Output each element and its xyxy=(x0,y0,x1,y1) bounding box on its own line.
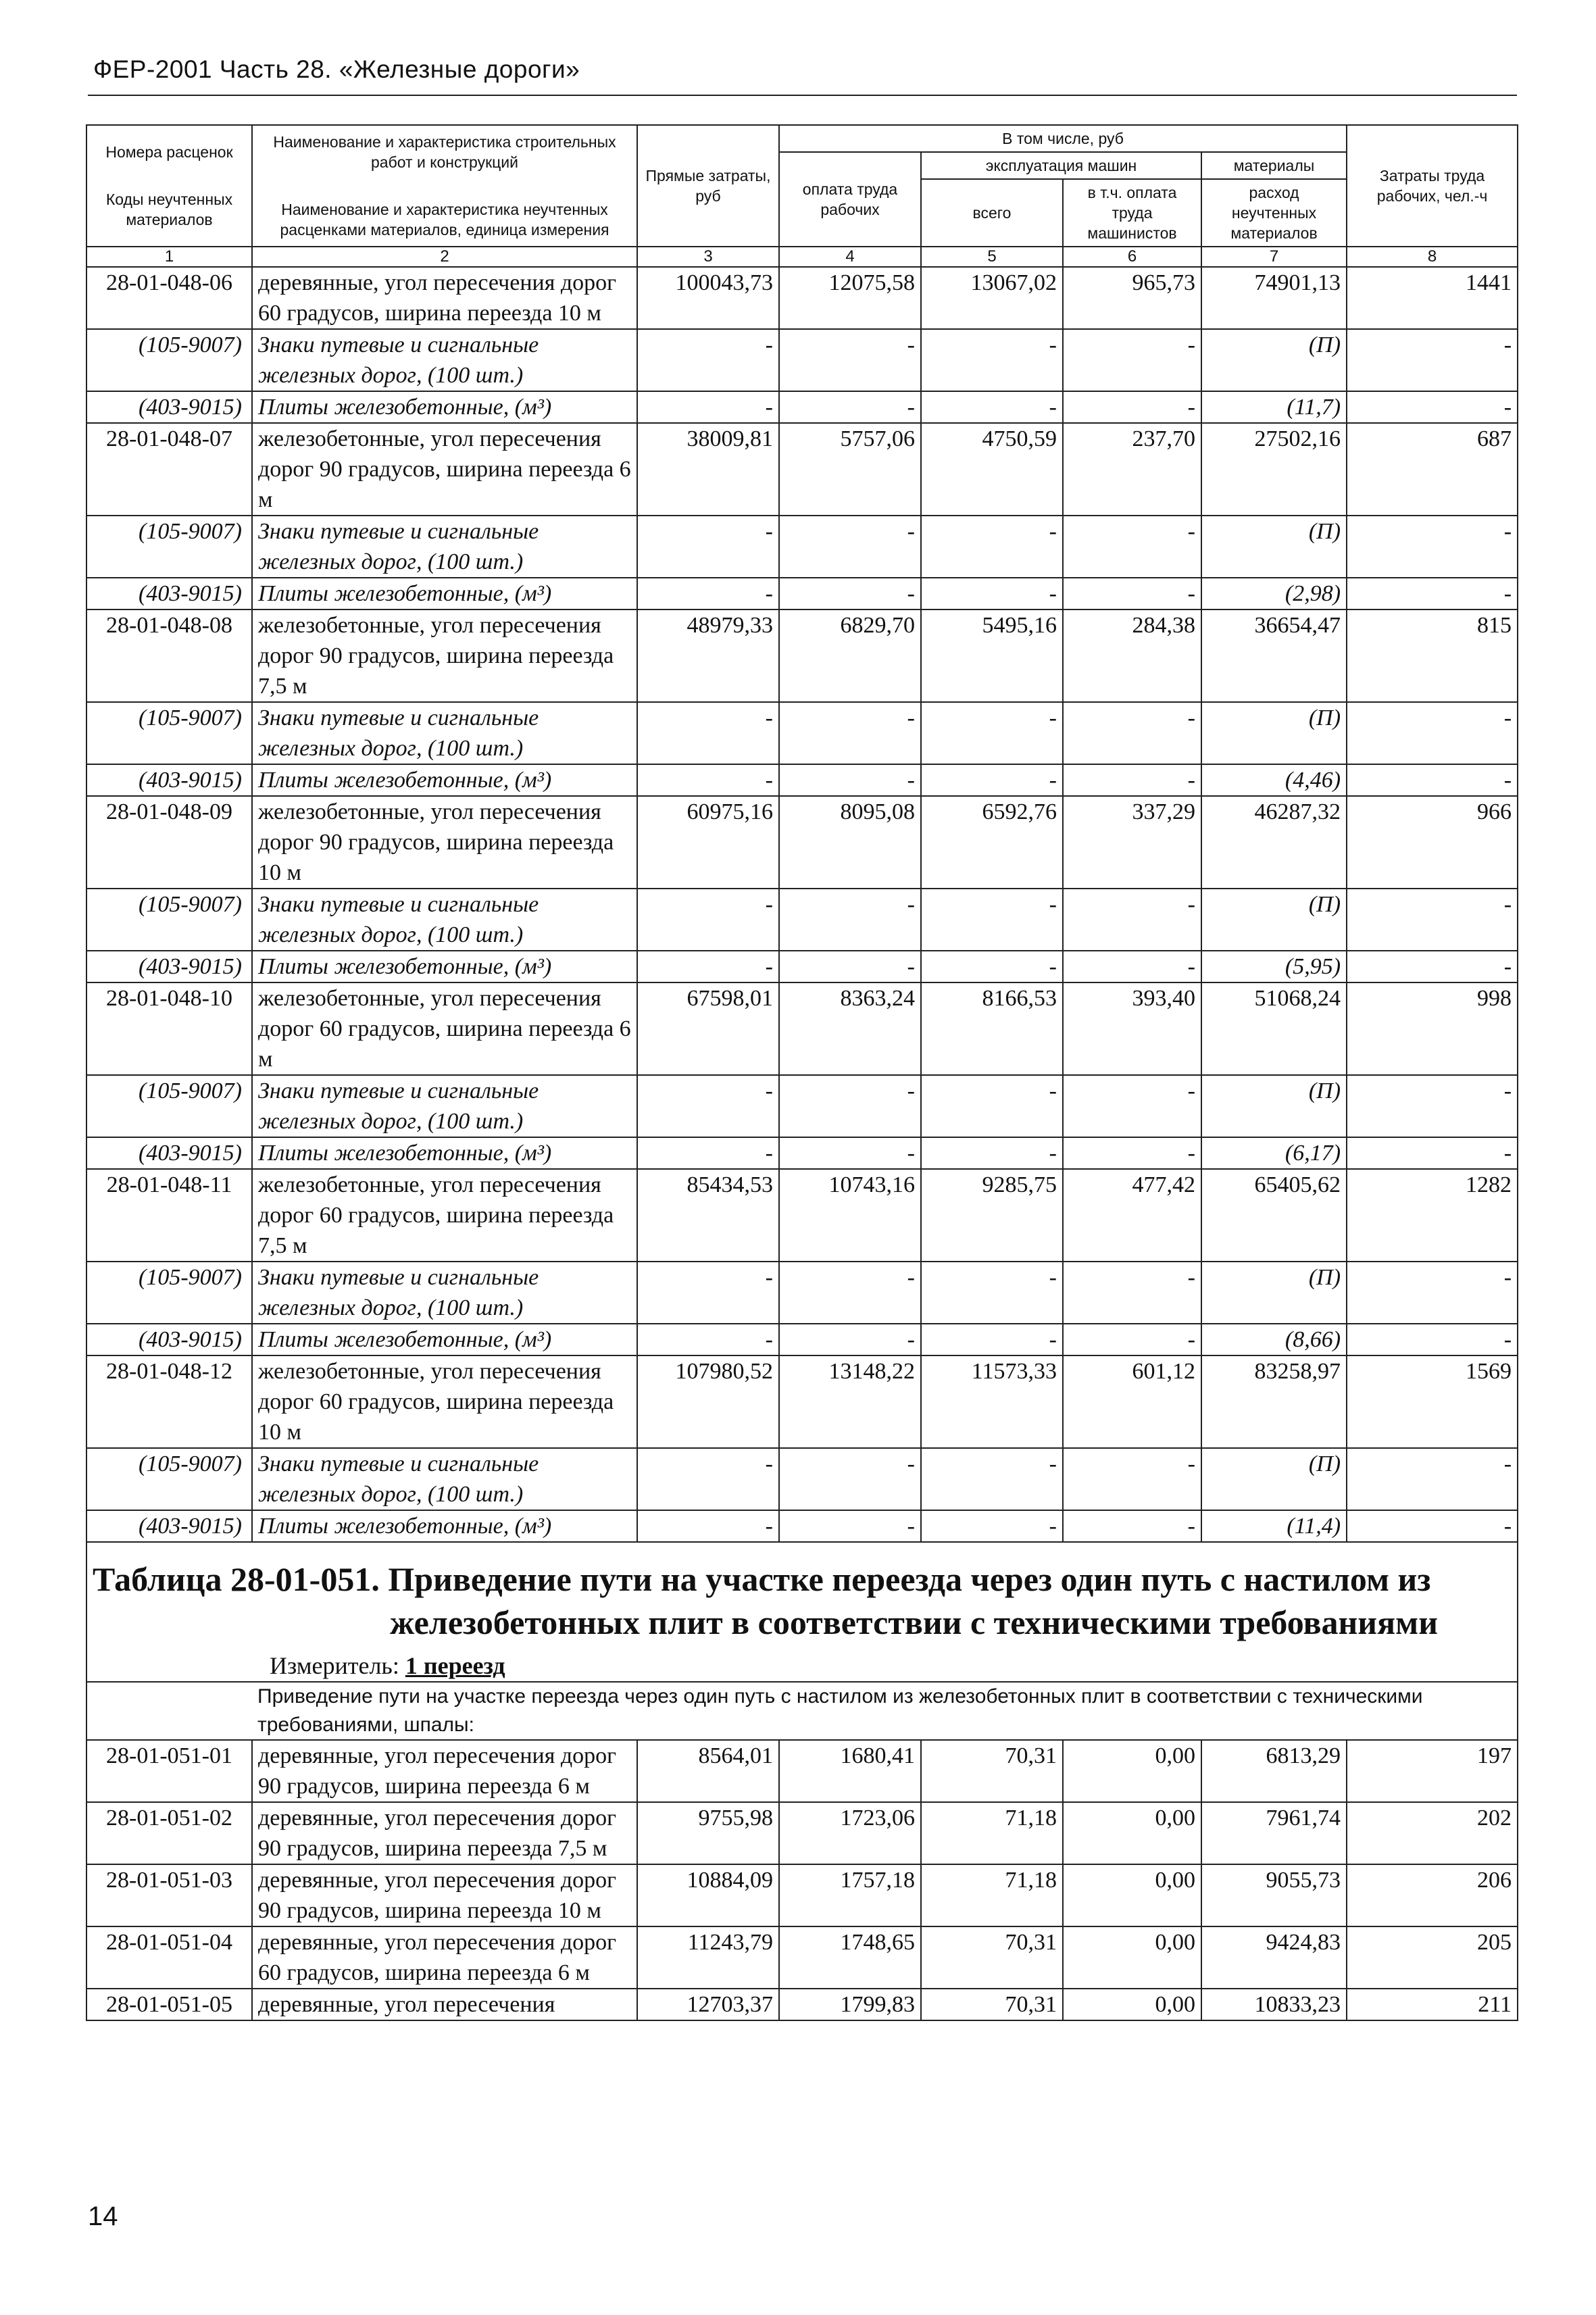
value-dash: - xyxy=(779,391,921,423)
material-name: Плиты железобетонные, (м³) xyxy=(252,391,637,423)
value-v6: 0,00 xyxy=(1063,1864,1201,1926)
value-dash: - xyxy=(1063,516,1201,578)
table-row xyxy=(86,267,1518,329)
table-header xyxy=(86,125,1518,267)
value-dash: - xyxy=(1347,578,1518,609)
material-name: Знаки путевые и сигнальные железных дорог, (100 шт.) xyxy=(252,702,637,764)
value-dash: - xyxy=(1347,1448,1518,1510)
value-v5: 11573,33 xyxy=(921,1355,1063,1448)
value-v4: 12075,58 xyxy=(779,267,921,329)
rate-code: 28-01-048-09 xyxy=(86,796,252,889)
table-row xyxy=(86,609,1518,702)
value-dash: - xyxy=(637,578,779,609)
measure-value: 1 переезд xyxy=(405,1652,505,1679)
value-v4: 8363,24 xyxy=(779,982,921,1075)
header-pryamye: Прямые затраты, руб xyxy=(637,125,779,247)
material-consumption: (П) xyxy=(1201,889,1347,951)
value-dash: - xyxy=(779,1137,921,1169)
material-name: Знаки путевые и сигнальные железных дорог, (100 шт.) xyxy=(252,1262,637,1324)
value-v3: 8564,01 xyxy=(637,1740,779,1802)
value-v8: 687 xyxy=(1347,423,1518,516)
material-code: (105-9007) xyxy=(86,1262,252,1324)
value-v8: 202 xyxy=(1347,1802,1518,1864)
rate-code: 28-01-051-02 xyxy=(86,1802,252,1864)
value-dash: - xyxy=(779,1262,921,1324)
value-dash: - xyxy=(637,702,779,764)
header-kody: Коды неучтенных материалов xyxy=(105,191,233,228)
value-v3: 9755,98 xyxy=(637,1802,779,1864)
value-v3: 100043,73 xyxy=(637,267,779,329)
rate-name: деревянные, угол пересечения xyxy=(252,1989,637,2020)
material-code: (105-9007) xyxy=(86,516,252,578)
page-number: 14 xyxy=(88,2201,118,2231)
colnum: 2 xyxy=(252,247,637,267)
value-dash: - xyxy=(637,951,779,982)
table-row xyxy=(86,796,1518,889)
material-name: Плиты железобетонные, (м³) xyxy=(252,951,637,982)
header-codes xyxy=(86,125,252,247)
material-row xyxy=(86,1324,1518,1355)
value-dash: - xyxy=(637,1324,779,1355)
column-numbers-row xyxy=(86,247,1518,267)
value-v7: 10833,23 xyxy=(1201,1989,1347,2020)
value-v7: 74901,13 xyxy=(1201,267,1347,329)
header-zatraty: Затраты труда рабочих, чел.-ч xyxy=(1347,125,1518,247)
value-dash: - xyxy=(921,1075,1063,1137)
material-name: Плиты железобетонные, (м³) xyxy=(252,1137,637,1169)
value-v5: 71,18 xyxy=(921,1802,1063,1864)
value-dash: - xyxy=(1347,516,1518,578)
value-dash: - xyxy=(637,889,779,951)
rate-name: железобетонные, угол пересечения дорог 90 градусов, ширина переезда 10 м xyxy=(252,796,637,889)
material-code: (105-9007) xyxy=(86,702,252,764)
table-row xyxy=(86,1864,1518,1926)
value-dash: - xyxy=(1347,1262,1518,1324)
value-v6: 0,00 xyxy=(1063,1740,1201,1802)
value-v7: 36654,47 xyxy=(1201,609,1347,702)
value-v3: 12703,37 xyxy=(637,1989,779,2020)
value-v6: 284,38 xyxy=(1063,609,1201,702)
material-name: Знаки путевые и сигнальные железных дорог, (100 шт.) xyxy=(252,329,637,391)
value-dash: - xyxy=(1063,1262,1201,1324)
value-dash: - xyxy=(779,1448,921,1510)
material-consumption: (4,46) xyxy=(1201,764,1347,796)
value-dash: - xyxy=(921,702,1063,764)
material-consumption: (6,17) xyxy=(1201,1137,1347,1169)
rate-code: 28-01-048-12 xyxy=(86,1355,252,1448)
material-row xyxy=(86,764,1518,796)
value-dash: - xyxy=(637,1262,779,1324)
value-dash: - xyxy=(637,1137,779,1169)
value-dash: - xyxy=(921,391,1063,423)
material-name: Плиты железобетонные, (м³) xyxy=(252,1510,637,1542)
value-dash: - xyxy=(1347,951,1518,982)
material-row xyxy=(86,1075,1518,1137)
header-nomera: Номера расценок xyxy=(105,143,233,161)
material-code: (403-9015) xyxy=(86,391,252,423)
value-v7: 27502,16 xyxy=(1201,423,1347,516)
value-v7: 65405,62 xyxy=(1201,1169,1347,1262)
material-code: (105-9007) xyxy=(86,329,252,391)
value-dash: - xyxy=(1063,1075,1201,1137)
value-dash: - xyxy=(1347,391,1518,423)
value-dash: - xyxy=(779,1324,921,1355)
header-naim: Наименование и характеристика строительных работ и конструкций xyxy=(273,133,616,171)
value-v6: 0,00 xyxy=(1063,1989,1201,2020)
header-v-tom-chisle: В том числе, руб xyxy=(779,125,1347,152)
value-v3: 48979,33 xyxy=(637,609,779,702)
value-dash: - xyxy=(779,578,921,609)
value-dash: - xyxy=(779,1075,921,1137)
material-row xyxy=(86,578,1518,609)
rate-code: 28-01-051-04 xyxy=(86,1926,252,1989)
material-row xyxy=(86,329,1518,391)
value-v5: 70,31 xyxy=(921,1989,1063,2020)
colnum: 1 xyxy=(86,247,252,267)
material-row xyxy=(86,516,1518,578)
rate-code: 28-01-048-06 xyxy=(86,267,252,329)
colnum: 5 xyxy=(921,247,1063,267)
value-v5: 13067,02 xyxy=(921,267,1063,329)
header-names xyxy=(252,125,637,247)
colnum: 7 xyxy=(1201,247,1347,267)
header-divider xyxy=(88,95,1517,96)
material-consumption: (2,98) xyxy=(1201,578,1347,609)
header-raskhod: расход неучтенных материалов xyxy=(1201,179,1347,247)
value-dash: - xyxy=(779,329,921,391)
material-consumption: (П) xyxy=(1201,1448,1347,1510)
value-dash: - xyxy=(921,764,1063,796)
material-name: Знаки путевые и сигнальные железных дорог, (100 шт.) xyxy=(252,516,637,578)
value-v8: 197 xyxy=(1347,1740,1518,1802)
value-v4: 13148,22 xyxy=(779,1355,921,1448)
value-dash: - xyxy=(921,1448,1063,1510)
material-code: (403-9015) xyxy=(86,951,252,982)
value-dash: - xyxy=(921,516,1063,578)
value-dash: - xyxy=(1063,764,1201,796)
table-051-title-line1: Таблица 28-01-051. Приведение пути на участке переезда через один путь с настилом из xyxy=(93,1560,1431,1598)
value-dash: - xyxy=(1347,764,1518,796)
value-dash: - xyxy=(1063,1448,1201,1510)
value-dash: - xyxy=(779,889,921,951)
value-v6: 601,12 xyxy=(1063,1355,1201,1448)
value-v3: 85434,53 xyxy=(637,1169,779,1262)
colnum: 3 xyxy=(637,247,779,267)
value-v8: 966 xyxy=(1347,796,1518,889)
value-v3: 10884,09 xyxy=(637,1864,779,1926)
value-v6: 237,70 xyxy=(1063,423,1201,516)
value-v8: 205 xyxy=(1347,1926,1518,1989)
value-v7: 83258,97 xyxy=(1201,1355,1347,1448)
colnum: 8 xyxy=(1347,247,1518,267)
value-dash: - xyxy=(1063,1510,1201,1542)
value-v3: 107980,52 xyxy=(637,1355,779,1448)
value-v3: 38009,81 xyxy=(637,423,779,516)
value-dash: - xyxy=(1347,329,1518,391)
value-v4: 6829,70 xyxy=(779,609,921,702)
material-name: Знаки путевые и сигнальные железных дорог, (100 шт.) xyxy=(252,1075,637,1137)
value-dash: - xyxy=(921,1262,1063,1324)
table-051-subheading: Приведение пути на участке переезда через один путь с настилом из железобетонных плит в соответствии с техническими требованиями, шпалы: xyxy=(252,1682,1518,1740)
value-v5: 9285,75 xyxy=(921,1169,1063,1262)
rates-table xyxy=(86,124,1518,2021)
value-v4: 10743,16 xyxy=(779,1169,921,1262)
value-v5: 8166,53 xyxy=(921,982,1063,1075)
material-code: (105-9007) xyxy=(86,1075,252,1137)
value-dash: - xyxy=(1347,702,1518,764)
value-dash: - xyxy=(1347,1324,1518,1355)
material-code: (403-9015) xyxy=(86,1324,252,1355)
material-name: Плиты железобетонные, (м³) xyxy=(252,1324,637,1355)
table-row xyxy=(86,1802,1518,1864)
material-consumption: (П) xyxy=(1201,702,1347,764)
value-v6: 337,29 xyxy=(1063,796,1201,889)
material-code: (403-9015) xyxy=(86,1510,252,1542)
value-dash: - xyxy=(779,951,921,982)
table-051-heading xyxy=(86,1542,1518,1740)
rate-name: деревянные, угол пересечения дорог 90 градусов, ширина переезда 7,5 м xyxy=(252,1802,637,1864)
value-v8: 211 xyxy=(1347,1989,1518,2020)
material-code: (105-9007) xyxy=(86,1448,252,1510)
material-row xyxy=(86,391,1518,423)
value-dash: - xyxy=(921,1137,1063,1169)
value-v4: 1748,65 xyxy=(779,1926,921,1989)
material-name: Плиты железобетонные, (м³) xyxy=(252,764,637,796)
value-dash: - xyxy=(1063,702,1201,764)
material-consumption: (11,4) xyxy=(1201,1510,1347,1542)
measure-label: Измеритель: xyxy=(270,1652,399,1679)
value-v4: 8095,08 xyxy=(779,796,921,889)
value-v5: 4750,59 xyxy=(921,423,1063,516)
value-v4: 1757,18 xyxy=(779,1864,921,1926)
rate-code: 28-01-051-01 xyxy=(86,1740,252,1802)
value-dash: - xyxy=(1347,1510,1518,1542)
value-dash: - xyxy=(779,702,921,764)
material-name: Знаки путевые и сигнальные железных дорог, (100 шт.) xyxy=(252,1448,637,1510)
rate-code: 28-01-048-08 xyxy=(86,609,252,702)
table-row xyxy=(86,1989,1518,2020)
table-row xyxy=(86,1355,1518,1448)
rate-name: железобетонные, угол пересечения дорог 60 градусов, ширина переезда 10 м xyxy=(252,1355,637,1448)
value-v3: 11243,79 xyxy=(637,1926,779,1989)
rate-code: 28-01-048-11 xyxy=(86,1169,252,1262)
material-code: (105-9007) xyxy=(86,889,252,951)
value-v8: 815 xyxy=(1347,609,1518,702)
value-dash: - xyxy=(1063,1324,1201,1355)
value-dash: - xyxy=(637,391,779,423)
table-body-051 xyxy=(86,1740,1518,2020)
value-v8: 1441 xyxy=(1347,267,1518,329)
value-dash: - xyxy=(1063,578,1201,609)
value-dash: - xyxy=(1063,329,1201,391)
material-row xyxy=(86,1510,1518,1542)
page-header: ФЕР-2001 Часть 28. «Железные дороги» xyxy=(93,55,580,83)
value-dash: - xyxy=(921,1324,1063,1355)
material-code: (403-9015) xyxy=(86,1137,252,1169)
rate-name: железобетонные, угол пересечения дорог 60 градусов, ширина переезда 7,5 м xyxy=(252,1169,637,1262)
material-consumption: (П) xyxy=(1201,1262,1347,1324)
material-code: (403-9015) xyxy=(86,764,252,796)
material-consumption: (8,66) xyxy=(1201,1324,1347,1355)
value-v6: 477,42 xyxy=(1063,1169,1201,1262)
value-dash: - xyxy=(779,764,921,796)
value-dash: - xyxy=(779,1510,921,1542)
value-dash: - xyxy=(1347,1137,1518,1169)
value-v7: 9424,83 xyxy=(1201,1926,1347,1989)
value-dash: - xyxy=(637,764,779,796)
material-row xyxy=(86,1448,1518,1510)
rate-code: 28-01-051-05 xyxy=(86,1989,252,2020)
header-oplata: оплата труда рабочих xyxy=(779,152,921,247)
material-code: (403-9015) xyxy=(86,578,252,609)
rate-name: деревянные, угол пересечения дорог 90 градусов, ширина переезда 10 м xyxy=(252,1864,637,1926)
rate-code: 28-01-051-03 xyxy=(86,1864,252,1926)
value-dash: - xyxy=(779,516,921,578)
value-v6: 393,40 xyxy=(1063,982,1201,1075)
material-row xyxy=(86,1137,1518,1169)
rate-name: деревянные, угол пересечения дорог 60 градусов, ширина переезда 10 м xyxy=(252,267,637,329)
material-consumption: (П) xyxy=(1201,1075,1347,1137)
rate-code: 28-01-048-10 xyxy=(86,982,252,1075)
rate-name: железобетонные, угол пересечения дорог 90 градусов, ширина переезда 6 м xyxy=(252,423,637,516)
table-051-title-line2: железобетонных плит в соответствии с техническими требованиями xyxy=(390,1603,1439,1641)
value-dash: - xyxy=(921,578,1063,609)
value-dash: - xyxy=(637,1510,779,1542)
value-v8: 998 xyxy=(1347,982,1518,1075)
value-v7: 46287,32 xyxy=(1201,796,1347,889)
material-consumption: (П) xyxy=(1201,329,1347,391)
material-consumption: (11,7) xyxy=(1201,391,1347,423)
value-v8: 1569 xyxy=(1347,1355,1518,1448)
header-naim2: Наименование и характеристика неучтенных расценками материалов, единица измерения xyxy=(280,201,609,239)
value-dash: - xyxy=(637,1448,779,1510)
value-dash: - xyxy=(637,516,779,578)
value-v6: 0,00 xyxy=(1063,1802,1201,1864)
value-dash: - xyxy=(1063,391,1201,423)
rate-name: деревянные, угол пересечения дорог 90 градусов, ширина переезда 6 м xyxy=(252,1740,637,1802)
table-row xyxy=(86,982,1518,1075)
rate-name: железобетонные, угол пересечения дорог 60 градусов, ширина переезда 6 м xyxy=(252,982,637,1075)
value-v7: 6813,29 xyxy=(1201,1740,1347,1802)
value-v5: 70,31 xyxy=(921,1740,1063,1802)
material-consumption: (5,95) xyxy=(1201,951,1347,982)
header-ekspl: эксплуатация машин xyxy=(921,152,1201,179)
value-v5: 71,18 xyxy=(921,1864,1063,1926)
value-dash: - xyxy=(1347,889,1518,951)
table-row xyxy=(86,423,1518,516)
value-v4: 1799,83 xyxy=(779,1989,921,2020)
value-v7: 7961,74 xyxy=(1201,1802,1347,1864)
value-dash: - xyxy=(921,951,1063,982)
material-name: Плиты железобетонные, (м³) xyxy=(252,578,637,609)
value-v4: 1723,06 xyxy=(779,1802,921,1864)
table-body-048 xyxy=(86,267,1518,1542)
value-dash: - xyxy=(1347,1075,1518,1137)
material-row xyxy=(86,951,1518,982)
header-vsego: всего xyxy=(921,179,1063,247)
value-v5: 6592,76 xyxy=(921,796,1063,889)
colnum: 4 xyxy=(779,247,921,267)
value-dash: - xyxy=(637,329,779,391)
value-dash: - xyxy=(1063,951,1201,982)
value-dash: - xyxy=(921,889,1063,951)
rate-name: деревянные, угол пересечения дорог 60 градусов, ширина переезда 6 м xyxy=(252,1926,637,1989)
material-row xyxy=(86,702,1518,764)
value-dash: - xyxy=(1063,889,1201,951)
material-row xyxy=(86,889,1518,951)
value-dash: - xyxy=(921,329,1063,391)
colnum: 6 xyxy=(1063,247,1201,267)
value-v7: 9055,73 xyxy=(1201,1864,1347,1926)
value-v4: 1680,41 xyxy=(779,1740,921,1802)
table-row xyxy=(86,1169,1518,1262)
value-v7: 51068,24 xyxy=(1201,982,1347,1075)
measure-line xyxy=(93,1651,1517,1681)
value-v5: 70,31 xyxy=(921,1926,1063,1989)
value-dash: - xyxy=(1063,1137,1201,1169)
table-051-title xyxy=(93,1543,1517,1651)
material-name: Знаки путевые и сигнальные железных дорог, (100 шт.) xyxy=(252,889,637,951)
value-dash: - xyxy=(921,1510,1063,1542)
value-dash: - xyxy=(637,1075,779,1137)
material-row xyxy=(86,1262,1518,1324)
material-consumption: (П) xyxy=(1201,516,1347,578)
value-v5: 5495,16 xyxy=(921,609,1063,702)
header-materialy: материалы xyxy=(1201,152,1347,179)
table-row xyxy=(86,1740,1518,1802)
value-v3: 67598,01 xyxy=(637,982,779,1075)
value-v6: 0,00 xyxy=(1063,1926,1201,1989)
table-row xyxy=(86,1926,1518,1989)
value-v8: 206 xyxy=(1347,1864,1518,1926)
rate-name: железобетонные, угол пересечения дорог 90 градусов, ширина переезда 7,5 м xyxy=(252,609,637,702)
value-v8: 1282 xyxy=(1347,1169,1518,1262)
value-v3: 60975,16 xyxy=(637,796,779,889)
header-vt-oplata: в т.ч. оплата труда машинистов xyxy=(1063,179,1201,247)
value-v6: 965,73 xyxy=(1063,267,1201,329)
value-v4: 5757,06 xyxy=(779,423,921,516)
rate-code: 28-01-048-07 xyxy=(86,423,252,516)
